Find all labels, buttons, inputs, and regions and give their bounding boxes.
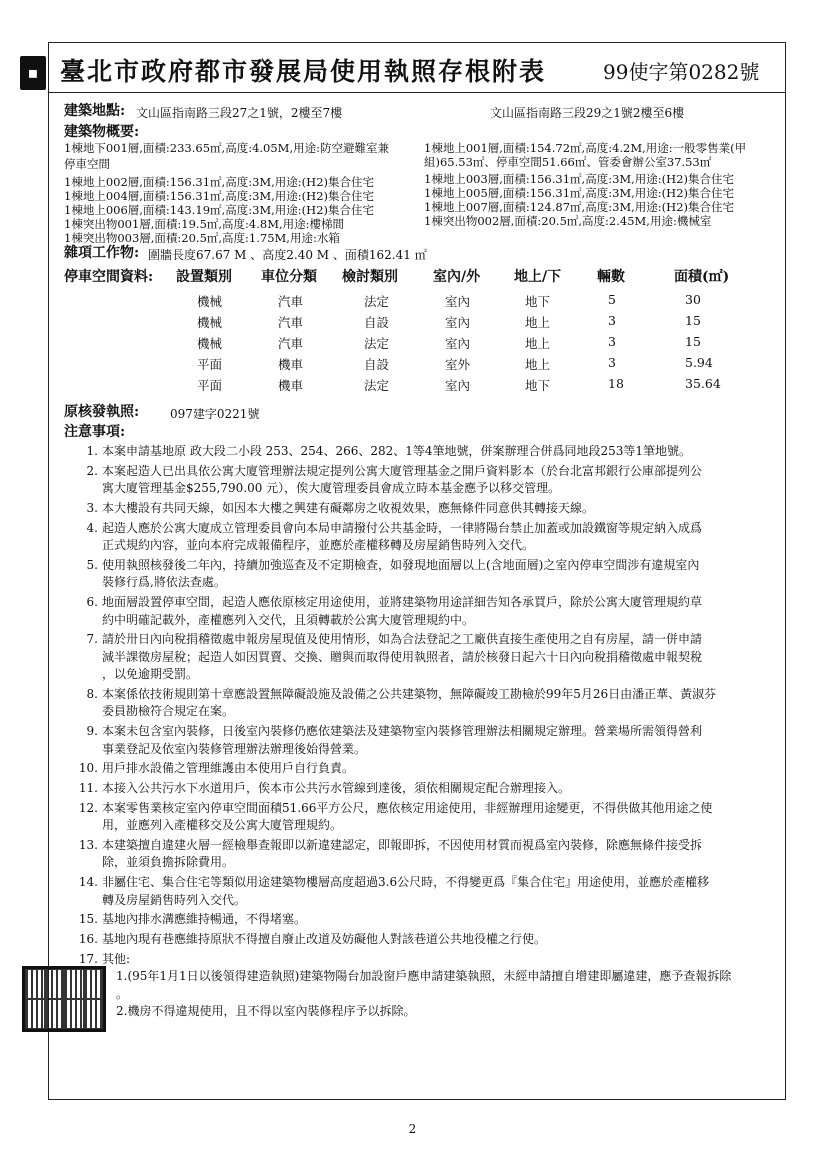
note-text: 本大樓設有共同天線，如因本大樓之興建有礙鄰房之收視效果，應無條件同意供其轉接天線。 [102, 500, 595, 515]
overview-label: 建築物概要: [64, 124, 140, 140]
overview-line: 1棟地上002層,面積:156.31㎡,高度:3M,用途:(H2)集合住宅 [64, 175, 375, 189]
misc-works-label: 雜項工作物: [64, 245, 140, 261]
parking-header: 檢討類別 [342, 269, 398, 285]
overview-line: 1棟突出物002層,面積:20.5㎡,高度:2.45M,用途:機械室 [424, 214, 712, 228]
note-item [76, 631, 766, 684]
parking-row [64, 292, 764, 312]
parking-cell: 平面 [197, 378, 223, 393]
parking-header: 車位分類 [261, 269, 317, 285]
overview-line: 組)65.53㎡、停車空間51.66㎡、管委會辦公室37.53㎡ [424, 155, 712, 169]
overview-line: 1棟突出物001層,面積:19.5㎡,高度:4.8M,用途:樓梯間 [64, 217, 345, 231]
parking-cell: 地上 [525, 336, 551, 351]
note-text: 寓大廈管理基金$255,790.00 元），俟大廈管理委員會成立時本基金應予以移交管理。 [102, 481, 561, 496]
note-number: 8. [86, 686, 98, 701]
note-text: 本案未包含室內裝修，日後室內裝修仍應依建築法及建築物室內裝修管理辦法相關規定辦理。營業場所需領得營利 [102, 724, 703, 739]
note-number: 6. [86, 595, 98, 609]
note-text: 減半課徵房屋稅；起造人如因買賣、交換、贈與而取得使用執照者，請於核發日起六十日內向稅捐稽徵處申報契稅 [102, 649, 703, 664]
address-value: 文山區指南路三段27之1號，2樓至7樓 [136, 106, 343, 120]
note-number: 17. [78, 951, 98, 966]
official-seal-stamp [22, 966, 106, 1032]
note-number: 16. [78, 932, 98, 946]
note-text: 非屬住宅、集合住宅等類似用途建築物樓層高度超過3.6公尺時，不得變更爲『集合住宅』用途使用，並應於產權移 [102, 875, 710, 890]
note-number: 5. [86, 557, 98, 572]
note-text: 其他: [102, 951, 131, 966]
parking-cell: 室外 [445, 357, 471, 372]
note-text: 本案起造人已出具依公寓大廈管理辦法規定提列公寓大廈管理基金之開戶資料影本（於台北富邦銀行公庫部提列公 [102, 463, 703, 478]
note-item [76, 800, 766, 835]
parking-row [64, 355, 764, 375]
note-text: 使用執照核發後二年內，持續加強巡查及不定期檢查，如發現地面層以上(含地面層)之室內停車空間涉有違規室內 [102, 557, 700, 572]
note-text: ，以免逾期受罰。 [102, 667, 199, 682]
parking-cell: 汽車 [278, 336, 304, 351]
note-item [76, 780, 766, 798]
parking-cell: 3 [608, 355, 616, 370]
parking-cell: 地上 [525, 315, 551, 330]
overview-line: 1棟地下001層,面積:233.65㎡,高度:4.05M,用途:防空避難室兼 [64, 141, 389, 155]
misc-works-value: 圍牆長度67.67 M 、高度2.40 M 、面積162.41 ㎡ [148, 248, 427, 262]
parking-cell: 汽車 [278, 315, 304, 330]
note-text: 1.(95年1月1日以後領得建造執照)建築物陽台加設窗戶應申請建築執照，未經申請擅自增建即屬違建，應予查報拆除 [116, 969, 732, 984]
note-item [76, 874, 766, 909]
note-number: 2. [86, 463, 98, 478]
parking-cell: 法定 [364, 294, 390, 309]
note-number: 1. [86, 444, 98, 458]
parking-cell: 機械 [197, 336, 223, 351]
note-text: 地面層設置停車空間，起造人應依原核定用途使用，並將建築物用途詳細告知各承買戶，除於公寓大廈管理規約草 [102, 595, 703, 609]
parking-header: 地上/下 [514, 269, 562, 285]
note-text: 裝修行爲,將依法查處。 [102, 575, 226, 590]
overview-line: 1棟地上007層,面積:124.87㎡,高度:3M,用途:(H2)集合住宅 [424, 200, 735, 214]
parking-cell: 5.94 [685, 355, 713, 370]
note-text: 事業登記及依室內裝修管理辦法辦理後始得營業。 [102, 741, 367, 756]
note-item [76, 686, 766, 721]
note-text: 用戶排水設備之管理維護由本使用戶自行負責。 [102, 761, 355, 776]
parking-cell: 室內 [445, 315, 471, 330]
parking-cell: 35.64 [685, 376, 721, 391]
parking-cell: 機械 [197, 294, 223, 309]
note-item [76, 463, 766, 498]
parking-cell: 室內 [445, 378, 471, 393]
address-label: 建築地點: [64, 103, 126, 119]
note-text: 本接入公共污水下水道用戶，俟本市公共污水管線到達後，須依相關規定配合辦理接入。 [102, 781, 571, 795]
parking-cell: 地上 [525, 357, 551, 372]
parking-cell: 汽車 [278, 294, 304, 309]
parking-cell: 18 [608, 376, 624, 391]
note-number: 13. [78, 837, 98, 852]
note-number: 15. [78, 912, 98, 927]
note-text: 委員勘檢符合規定在案。 [102, 704, 235, 719]
note-text: 約中明確記載外，產權應列入交代，且須轉載於公寓大廈管理規約中。 [102, 612, 475, 627]
note-number: 11. [78, 781, 98, 795]
original-permit-value: 097建字0221號 [170, 407, 260, 421]
parking-label: 停車空間資料: [64, 269, 154, 285]
parking-header: 室內/外 [433, 269, 481, 285]
note-number: 12. [78, 800, 98, 815]
note-item [76, 443, 766, 461]
parking-cell: 3 [608, 313, 616, 328]
document-title: 臺北市政府都市發展局使用執照存根附表 [60, 57, 547, 86]
note-item [76, 760, 766, 778]
note-text: 本建築擅自違建火層一經檢舉查報即以新違建認定，即報即拆，不因使用材質而視爲室內裝修，除應無條件接受拆 [102, 837, 703, 852]
note-item [76, 723, 766, 758]
original-permit-label: 原核發執照: [64, 404, 140, 420]
overview-line: 1棟地上003層,面積:156.31㎡,高度:3M,用途:(H2)集合住宅 [424, 172, 735, 186]
overview-line: 1棟地上004層,面積:156.31㎡,高度:3M,用途:(H2)集合住宅 [64, 189, 375, 203]
parking-cell: 法定 [364, 378, 390, 393]
permit-number: 99使字第0282號 [603, 60, 760, 84]
note-text: 請於卅日內向稅捐稽徵處申報房屋現值及使用情形，如為合法登記之工廠供直接生產使用之自有房屋，請一併申請 [102, 632, 703, 647]
note-text: 本案係依技術規則第十章應設置無障礙設施及設備之公共建築物，無障礙竣工勘檢於99年5月26日由潘正華、黃淑芬 [102, 686, 717, 701]
note-number: 4. [86, 520, 98, 535]
parking-cell: 3 [608, 334, 616, 349]
parking-cell: 室內 [445, 336, 471, 351]
note-text: 本案申請基地原 政大段二小段 253、254、266、282、1等4筆地號，併案辦理合併爲同地段253等1筆地號。 [102, 444, 692, 458]
overview-line: 1棟地上001層,面積:154.72㎡,高度:4.2M,用途:一般零售業(甲 [424, 141, 747, 155]
note-item [76, 931, 766, 949]
parking-cell: 30 [685, 292, 701, 307]
note-item [76, 951, 766, 1021]
note-text: 基地內排水溝應維持暢通，不得堵塞。 [102, 912, 307, 927]
note-item [76, 911, 766, 929]
parking-header: 面積(㎡) [674, 269, 730, 285]
note-number: 9. [86, 724, 98, 739]
note-text: 基地內現有巷應維持原狀不得擅自廢止改道及妨礙他人對該巷道公共地役權之行使。 [102, 932, 547, 946]
parking-cell: 15 [685, 313, 701, 328]
note-text: 正式規約內容，並向本府完成報備程序，並應於產權移轉及房屋銷售時列入交代。 [102, 538, 535, 553]
parking-cell: 地下 [525, 378, 551, 393]
address-value-right: 文山區指南路三段29之1號2樓至6樓 [490, 106, 685, 120]
note-item [76, 594, 766, 629]
note-item [76, 837, 766, 872]
parking-row [64, 376, 764, 396]
parking-cell: 自設 [364, 315, 390, 330]
header-divider [48, 92, 786, 93]
note-number: 14. [78, 875, 98, 890]
overview-line: 1棟地上006層,面積:143.19㎡,高度:3M,用途:(H2)集合住宅 [64, 203, 375, 217]
notes-label: 注意事項: [64, 424, 126, 440]
parking-cell: 機車 [278, 378, 304, 393]
parking-cell: 法定 [364, 336, 390, 351]
parking-cell: 地下 [525, 294, 551, 309]
parking-row [64, 313, 764, 333]
note-number: 10. [78, 761, 98, 776]
note-text: 。 [116, 986, 129, 1001]
note-number: 3. [86, 500, 98, 515]
overview-line: 停車空間 [64, 157, 110, 171]
note-item [76, 520, 766, 555]
parking-cell: 自設 [364, 357, 390, 372]
note-text: 起造人應於公寓大廈成立管理委員會向本局申請撥付公共基金時，一律將陽台禁止加蓋或加設鐵窗等規定納入成爲 [102, 520, 703, 535]
note-number: 7. [86, 632, 98, 647]
note-text: 除，並須負擔拆除費用。 [102, 855, 235, 870]
note-text: 用，並應列入產權移交及公寓大廈管理規約。 [102, 818, 343, 833]
parking-row [64, 334, 764, 354]
parking-cell: 機械 [197, 315, 223, 330]
overview-line: 1棟突出物003層,面積:20.5㎡,高度:1.75M,用途:水箱 [64, 231, 340, 245]
page-number: 2 [408, 1122, 417, 1136]
binding-seal-icon: ◼ [20, 56, 46, 90]
parking-header: 設置類別 [176, 269, 232, 285]
note-text: 轉及房屋銷售時列入交代。 [102, 892, 247, 907]
parking-cell: 室內 [445, 294, 471, 309]
note-text: 2.機房不得違規使用，且不得以室內裝修程序予以拆除。 [116, 1004, 416, 1019]
note-item [76, 557, 766, 592]
parking-cell: 平面 [197, 357, 223, 372]
parking-cell: 15 [685, 334, 701, 349]
parking-cell: 5 [608, 292, 616, 307]
note-text: 本案零售業核定室內停車空間面積51.66平方公尺，應依核定用途使用，非經辦理用途變更，不得供做其他用途之使 [102, 800, 713, 815]
overview-line: 1棟地上005層,面積:156.31㎡,高度:3M,用途:(H2)集合住宅 [424, 186, 735, 200]
note-item [76, 500, 766, 518]
parking-cell: 機車 [278, 357, 304, 372]
parking-header: 輛數 [597, 269, 625, 285]
